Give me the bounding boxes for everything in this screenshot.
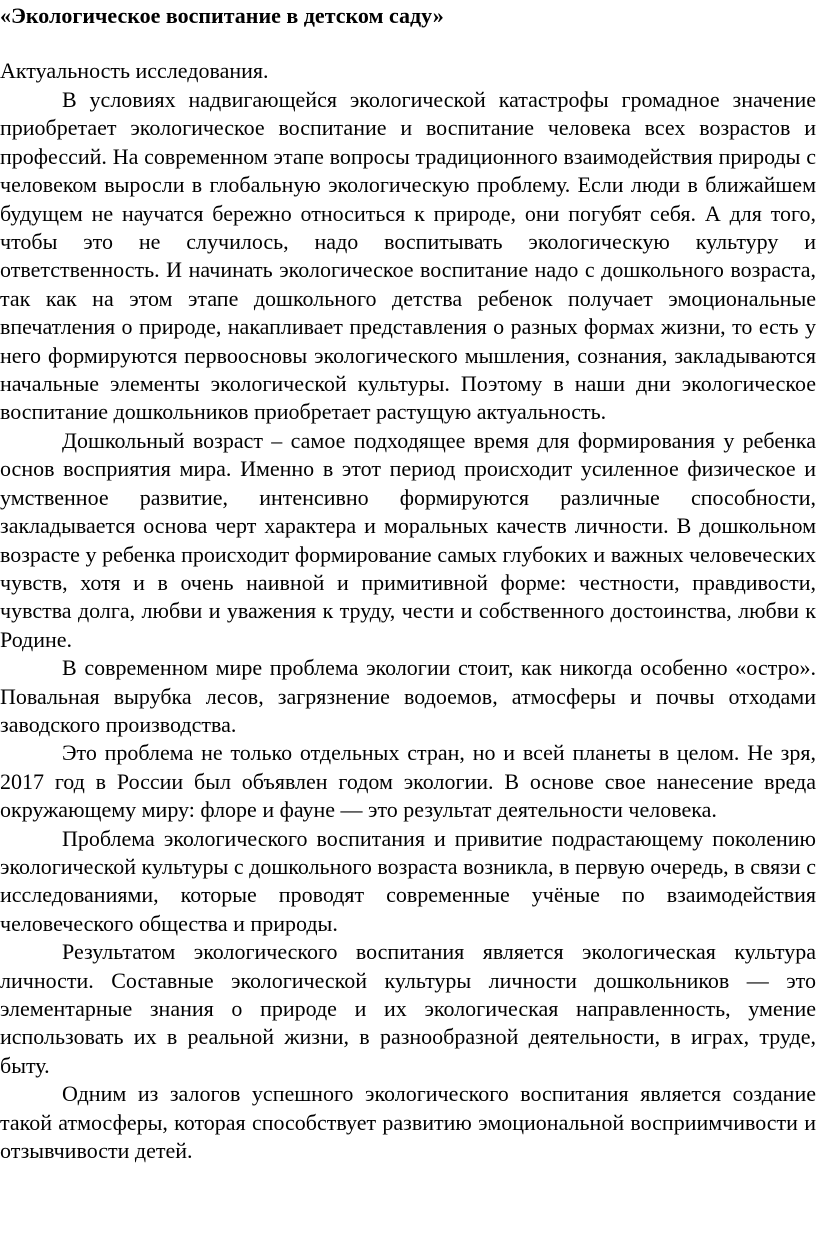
paragraph-3: В современном мире проблема экологии стоит, как никогда особенно «остро». Повальная вырубка лесов, загрязнение водоемов, атмосферы и почвы отходами заводского производства. [0, 655, 816, 737]
paragraph-4: Это проблема не только отдельных стран, но и всей планеты в целом. Не зря, 2017 год в России был объявлен годом экологии. В основе свое нанесение вреда окружающему миру: флоре и фауне — это результат деятельности человека. [0, 740, 816, 823]
paragraph-6: Результатом экологического воспитания является экологическая культура личности. Составные экологической культуры личности дошкольников — это элементарные знания о природе и их экологическая направленность, умение использовать их в реальной жизни, в разнообразной деятельности, в играх, труде, быту. [0, 939, 816, 1078]
paragraph-1: В условиях надвигающейся экологической катастрофы громадное значение приобретает экологическое воспитание и воспитание человека всех возрастов и профессий. На современном этапе вопросы традиционного взаимодействия природы с человеком выросли в глобальную экологическую проблему. Если люди в ближайшем будущем не научатся бережно относиться к природе, они погубят себя. А для того, чтобы это не случилось, надо воспитывать экологическую культуру и ответственность. И начинать экологическое воспитание надо с дошкольного возраста, так как на этом этапе дошкольного детства ребенок получает эмоциональные впечатления о природе, накапливает представления о разных формах жизни, то есть у него формируются первоосновы экологического мышления, сознания, закладываются начальные элементы экологической культуры. Поэтому в наши дни экологическое воспитание дошкольников приобретает растущую актуальность. [0, 87, 816, 425]
section-heading: Актуальность исследования. [0, 58, 269, 83]
document-title: «Экологическое воспитание в детском саду» [0, 3, 444, 28]
paragraph-5: Проблема экологического воспитания и привитие подрастающему поколению экологической культуры с дошкольного возраста возникла, в первую очередь, в связи с исследованиями, которые проводят современные учёные по взаимодействия человеческого общества и природы. [0, 825, 816, 936]
paragraph-7: Одним из залогов успешного экологического воспитания является создание такой атмосферы, которая способствует развитию эмоциональной восприимчивости и отзывчивости детей. [0, 1081, 816, 1164]
document-body [0, 86, 816, 1165]
paragraph-2: Дошкольный возраст – самое подходящее время для формирования у ребенка основ восприятия мира. Именно в этот период происходит усиленное физическое и умственное развитие, интенсивно формируются различные способности, закладывается основа черт характера и моральных качеств личности. В дошкольном возрасте у ребенка происходит формирование самых глубоких и важных человеческих чувств, хотя и в очень наивной и примитивной форме: честности, правдивости, чувства долга, любви и уважения к труду, чести и собственного достоинства, любви к Родине. [0, 427, 816, 652]
